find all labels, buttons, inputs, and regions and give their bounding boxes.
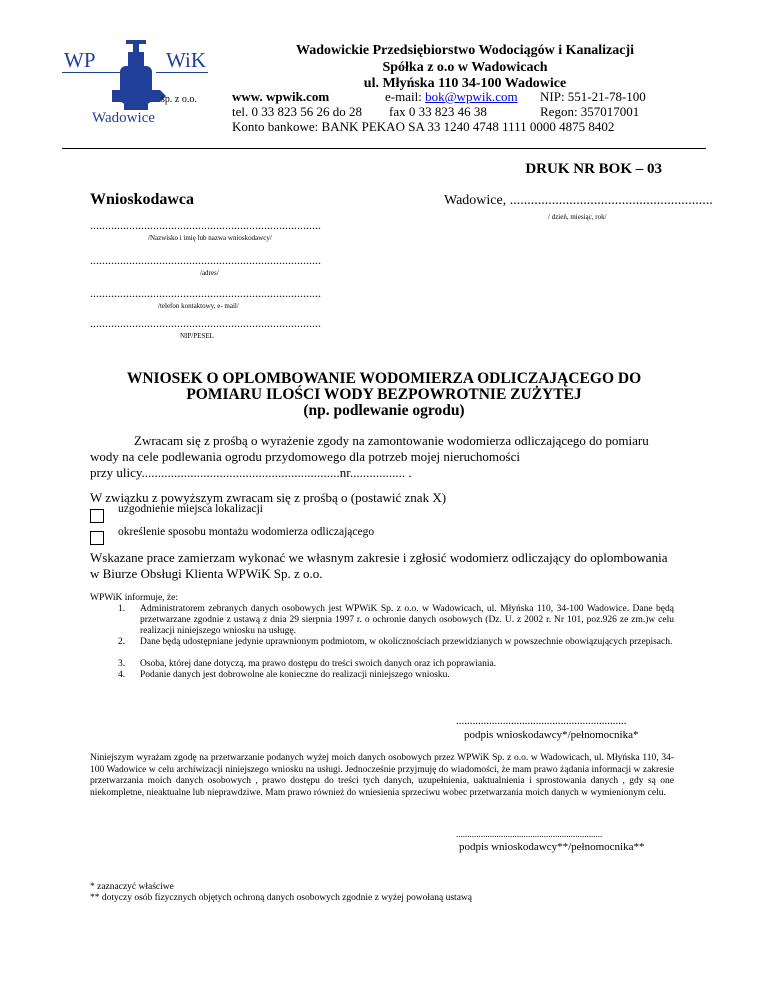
nip-pesel-field[interactable]: ............................................................................. [90, 316, 321, 330]
gdpr-item-1: Administratorem zebranych danych osobowych jest WPWiK Sp. z o.o. w Wadowicach, ul. Młyńska 110, 34-100 Wadowice. Dane będą przetwarzane zgodnie z ustawą z dnia 29 sierpnia 1997 r. o ochronie danych osobowych (Dz. U. z 2002 r. Nr 101, poz.926 ze zm.)w celu realizacji niniejszego wniosku na usługę. [140, 604, 674, 636]
gdpr-item-2: Dane będą udostępniane jedynie uprawnionym podmiotom, w okolicznościach przewidzianych w powszechnie obowiązujących przepisach. [140, 637, 673, 647]
phone: tel. 0 33 823 56 26 do 28 [232, 104, 362, 119]
signature-2-label: podpis wnioskodawcy**/pełnomocnika** [459, 841, 645, 853]
document-subtitle: (np. podlewanie ogrodu) [303, 402, 465, 419]
fax: fax 0 33 823 46 38 [389, 104, 487, 119]
options-intro: W związku z powyższym zwracam się z prośbą o (postawić znak X) [90, 490, 447, 505]
header-divider [62, 148, 706, 149]
declaration-line-2: w Biurze Obsługi Klienta WPWiK Sp. z o.o. [90, 566, 323, 581]
mounting-option-label: określenie sposobu montażu wodomierza odliczającego [118, 526, 375, 538]
consent-text: Niniejszym wyrażam zgodę na przetwarzanie podanych wyżej moich danych osobowych przez WPWiK Sp. z o.o. w Wadowicach, ul. Młyńska 110, 34-100 Wadowice w celu archiwizacji niniejszego wniosku na usługi. Jednocześnie przyjmuję do wiadomości, że mam prawo żądania informacji w zakresie przetwarzania moich danych osobowych , prawo dostępu do treści tych danych, uzupełnienia, uaktualnienia i sprostowania danych , gdy są one niekompletne, nieaktualne lub nieprawdziwe. Mam prawo również do wniesienia sprzeciwu wobec przetwarzania moich danych w wymienionym celu. [90, 753, 674, 798]
bank-account: Konto bankowe: BANK PEKAO SA 33 1240 4748 1111 0000 4875 8402 [232, 119, 615, 134]
location-checkbox[interactable] [90, 509, 104, 523]
date-label: / dzień, miesiąc, rok/ [548, 213, 607, 221]
name-field[interactable]: ............................................................................. [90, 218, 321, 232]
signature-1-field[interactable]: .............................................................. [456, 715, 627, 727]
name-label: /Nazwisko i imię lub nazwa wnioskodawcy/ [148, 234, 272, 242]
logo-left-line [62, 72, 122, 73]
document-title-line-2: POMIARU ILOŚCI WODY BEZPOWROTNIE ZUŻYTEJ [186, 386, 582, 403]
address-label: /adres/ [200, 269, 219, 277]
gdpr-num-1: 1. [118, 604, 126, 614]
footnote-1: * zaznaczyć właściwe [90, 882, 174, 892]
gdpr-item-3: Osoba, której dane dotyczą, ma prawo dostępu do treści swoich danych oraz ich poprawiania. [140, 659, 497, 669]
nip-pesel-label: NIP/PESEL [180, 332, 214, 340]
gdpr-item-4: Podanie danych jest dobrowolne ale konieczne do realizacji niniejszego wniosku. [140, 670, 450, 680]
website: www. wpwik.com [232, 89, 330, 104]
email-link[interactable]: bok@wpwik.com [425, 89, 518, 104]
address-field[interactable]: ............................................................................. [90, 253, 321, 267]
nip: NIP: 551-21-78-100 [540, 89, 646, 104]
logo-suffix: sp. z o.o. [161, 94, 197, 105]
form-number: DRUK NR BOK – 03 [525, 161, 662, 177]
logo-right-line [156, 72, 208, 73]
location-option-label: uzgodnienie miejsca lokalizacji [118, 503, 263, 515]
place-date-field[interactable] [444, 193, 713, 209]
document-title-line-1: WNIOSEK O OPLOMBOWANIE WODOMIERZA ODLICZAJĄCEGO DO [126, 370, 642, 387]
regon: Regon: 357017001 [540, 104, 640, 119]
request-line-1: Zwracam się z prośbą o wyrażenie zgody na zamontowanie wodomierza odliczającego do pomiaru [134, 433, 649, 448]
company-name-2: Spółka z o.o w Wadowicach [382, 60, 548, 75]
email-prefix: e-mail: [385, 89, 426, 104]
logo-city: Wadowice [92, 110, 155, 126]
signature-1-label: podpis wnioskodawcy*/pełnomocnika* [464, 729, 639, 741]
gdpr-intro: WPWiK informuje, że: [90, 593, 178, 603]
phone-email-field[interactable]: ............................................................................. [90, 286, 321, 300]
company-logo [62, 38, 222, 134]
declaration-line-1: Wskazane prace zamierzam wykonać we własnym zakresie i zgłosić wodomierz odliczający do oplombowania [90, 550, 668, 565]
mounting-checkbox[interactable] [90, 531, 104, 545]
gdpr-num-4: 4. [118, 670, 126, 680]
footnote-2: ** dotyczy osób fizycznych objętych ochroną danych osobowych zgodnie z wyżej powołaną ustawą [90, 893, 472, 903]
email-line [385, 89, 518, 104]
applicant-heading: Wnioskodawca [90, 191, 195, 208]
gdpr-num-3: 3. [118, 659, 126, 669]
gdpr-num-2: 2. [118, 637, 126, 647]
place-date-text: Wadowice, .......................................................... [444, 193, 713, 208]
phone-email-label: /telefon kontaktowy, e- mail/ [158, 302, 239, 310]
company-name: Wadowickie Przedsiębiorstwo Wodociągów i Kanalizacji [295, 43, 635, 58]
company-address: ul. Młyńska 110 34-100 Wadowice [363, 76, 567, 91]
request-line-2: wody na cele podlewania ogrodu przydomowego dla potrzeb mojej nieruchomości [90, 449, 520, 464]
logo-left-text: WP [64, 48, 96, 72]
logo-right-text: WiK [166, 48, 206, 72]
signature-2-field[interactable]: ................................................................. [456, 829, 603, 839]
request-line-3: przy ulicy.............................................................nr................. . [90, 465, 412, 480]
